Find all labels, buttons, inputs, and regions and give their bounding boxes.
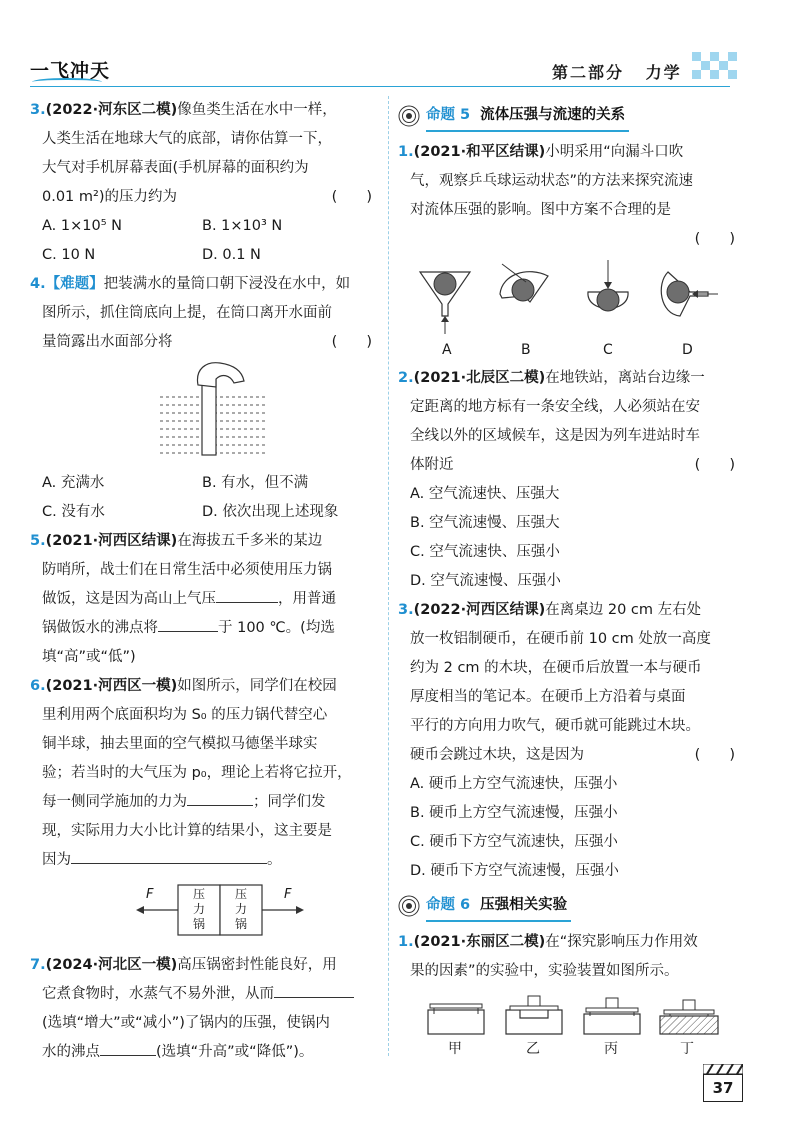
q6-line-2: 里利用两个底面积均为 S₀ 的压力锅代替空心 — [42, 707, 328, 723]
funnel-d — [661, 272, 718, 316]
question-7 — [30, 951, 380, 1067]
q3-option-c: C. 10 N — [42, 247, 96, 263]
q6-figure-pressure-cookers — [30, 875, 380, 945]
subject-label: 力学 — [645, 63, 682, 82]
r3-source: (2022·河西区结课) — [413, 602, 546, 618]
q7-line-1: 高压锅密封性能良好，用 — [177, 957, 337, 973]
header-rule — [30, 86, 730, 87]
question-6 — [30, 672, 380, 945]
brand-text: 一飞冲天 — [30, 60, 111, 82]
q3-line-1: 像鱼类生活在水中一样， — [177, 102, 337, 118]
apparatus-ding — [660, 1000, 718, 1034]
r3-option-c: C. 硬币下方空气流速快，压强小 — [410, 834, 618, 850]
q3-option-a: A. 1×10⁵ N — [42, 218, 122, 234]
q6-force-right: F — [284, 887, 292, 902]
q7-blank-2[interactable] — [100, 1039, 156, 1056]
q6-blank-1[interactable] — [187, 789, 253, 806]
r1-line-2: 气，观察乒乓球运动状态”的方法来探究流速 — [410, 173, 694, 189]
brand-swoosh — [32, 78, 102, 86]
left-column — [30, 96, 380, 1067]
r3-option-d: D. 硬币下方空气流速慢，压强小 — [410, 863, 619, 879]
funnel-b — [500, 264, 548, 302]
r4-fig-label-jia: 甲 — [448, 1041, 462, 1057]
q7-number: 7. — [30, 957, 46, 973]
q5-blank-1[interactable] — [216, 586, 278, 603]
r4-fig-label-bing: 丙 — [604, 1041, 618, 1057]
r-question-2 — [398, 364, 743, 596]
q6-source: (2021·河西区一模) — [45, 678, 178, 694]
r3-line-4: 厚度相当的笔记本。在硬币上方沿着与桌面 — [410, 689, 686, 705]
r2-line-2: 定距离的地方标有一条安全线，人必须站在安 — [410, 399, 700, 415]
q3-line-2: 人类生活在地球大气的底部，请你估算一下， — [42, 131, 332, 147]
q7-blank-1[interactable] — [274, 981, 354, 998]
topic-6-heading — [398, 890, 743, 922]
r3-option-b: B. 硬币上方空气流速慢，压强小 — [410, 805, 618, 821]
q4-option-a: A. 充满水 — [42, 475, 105, 491]
q3-option-b: B. 1×10³ N — [202, 218, 283, 234]
r4-fig-label-yi: 乙 — [526, 1041, 540, 1057]
brand-logo — [30, 56, 110, 83]
q6-line-1: 如图所示，同学们在校园 — [177, 678, 337, 694]
apparatus-bing — [584, 998, 640, 1034]
r-question-1 — [398, 138, 743, 364]
r2-answer-paren: ( ) — [694, 457, 735, 473]
q5-blank-2[interactable] — [158, 615, 218, 632]
r1-funnels-drawing — [398, 254, 743, 340]
q4-line-2: 图所示，抓住筒底向上提，在筒口离开水面前 — [42, 305, 332, 321]
r2-line-1: 在地铁站，离站台边缘一 — [545, 370, 705, 386]
q3-answer-paren: ( ) — [331, 189, 372, 205]
q6-line-7b: 。 — [267, 852, 282, 868]
r1-answer-paren: ( ) — [694, 231, 735, 247]
r1-source: (2021·和平区结课) — [413, 144, 546, 160]
q4-line-3: 量筒露出水面部分将 — [42, 334, 173, 350]
q3-number: 3. — [30, 102, 46, 118]
q6-line-5a: 每一侧同学施加的力为 — [42, 794, 187, 810]
r3-line-5: 平行的方向用力吹气，硬币就可能跳过木块。 — [410, 718, 700, 734]
topic-5-title: 流体压强与流速的关系 — [480, 107, 626, 123]
section-title — [552, 60, 682, 83]
r4-number: 1. — [398, 934, 414, 950]
apparatus-jia — [428, 1004, 484, 1034]
header-decoration — [690, 50, 742, 86]
q6-line-6: 现，实际用力大小比计算的结果小，这主要是 — [42, 823, 332, 839]
r4-line-1: 在“探究影响压力作用效 — [545, 934, 698, 950]
r2-option-c: C. 空气流速快、压强小 — [410, 544, 560, 560]
r1-line-3: 对流体压强的影响。图中方案不合理的是 — [410, 202, 671, 218]
target-icon — [398, 105, 420, 127]
r2-option-b: B. 空气流速慢、压强大 — [410, 515, 560, 531]
q5-source: (2021·河西区结课) — [45, 533, 178, 549]
r1-number: 1. — [398, 144, 414, 160]
q3-source: (2022·河东区二模) — [45, 102, 178, 118]
r-question-3 — [398, 596, 743, 886]
r2-option-a: A. 空气流速快、压强大 — [410, 486, 560, 502]
q5-line-5: 填“高”或“低”) — [42, 649, 136, 665]
r4-figure-apparatus — [398, 986, 743, 1056]
r2-number: 2. — [398, 370, 414, 386]
target-icon — [398, 895, 420, 917]
funnel-a — [420, 272, 470, 334]
r2-option-d: D. 空气流速慢、压强小 — [410, 573, 561, 589]
r3-line-6: 硬币会跳过木块，这是因为 — [410, 747, 584, 763]
q5-line-3b: ，用普通 — [278, 591, 336, 607]
q7-source: (2024·河北区一模) — [45, 957, 178, 973]
topic-6-title: 压强相关实验 — [480, 897, 568, 913]
r1-fig-label-d: D — [682, 342, 693, 358]
q6-pot-label-left: 压力锅 — [193, 887, 206, 931]
q6-pot-label-right: 压力锅 — [235, 887, 248, 931]
q3-line-3: 大气对手机屏幕表面(手机屏幕的面积约为 — [42, 160, 309, 176]
r2-line-4: 体附近 — [410, 457, 454, 473]
right-column — [398, 96, 743, 1056]
q6-line-7a: 因为 — [42, 852, 71, 868]
section-label: 第二部分 — [552, 63, 625, 82]
r4-apparatus-drawing — [398, 986, 743, 1038]
r1-fig-label-c: C — [603, 342, 613, 358]
q5-line-2: 防哨所，战士们在日常生活中必须使用压力锅 — [42, 562, 332, 578]
q4-option-b: B. 有水，但不满 — [202, 475, 309, 491]
q5-line-3a: 做饭，这是因为高山上气压 — [42, 591, 216, 607]
question-4 — [30, 270, 380, 527]
question-5 — [30, 527, 380, 672]
q7-line-4a: 水的沸点 — [42, 1044, 100, 1060]
q4-answer-paren: ( ) — [331, 334, 372, 350]
q6-line-4: 验；若当时的大气压为 p₀，理论上若将它拉开， — [42, 765, 352, 781]
r1-fig-label-a: A — [442, 342, 452, 358]
q6-number: 6. — [30, 678, 46, 694]
q3-option-d: D. 0.1 N — [202, 247, 261, 263]
r3-line-1: 在离桌边 20 cm 左右处 — [545, 602, 702, 618]
q7-line-4b: (选填“升高”或“降低”)。 — [156, 1044, 314, 1060]
r4-line-2: 果的因素”的实验中，实验装置如图所示。 — [410, 963, 679, 979]
q5-line-4a: 锅做饭水的沸点将 — [42, 620, 158, 636]
column-divider — [388, 96, 389, 1056]
r4-fig-label-ding: 丁 — [680, 1041, 694, 1057]
topic-6-label: 命题 6 — [426, 897, 471, 913]
r3-option-a: A. 硬币上方空气流速快，压强小 — [410, 776, 618, 792]
r2-source: (2021·北辰区二模) — [413, 370, 546, 386]
q7-line-2a: 它煮食物时，水蒸气不易外泄，从而 — [42, 986, 274, 1002]
r4-source: (2021·东丽区二模) — [413, 934, 546, 950]
q4-option-c: C. 没有水 — [42, 504, 105, 520]
q4-number: 4. — [30, 276, 46, 292]
question-3 — [30, 96, 380, 270]
r3-number: 3. — [398, 602, 414, 618]
q3-line-4: 0.01 m²)的压力约为 — [42, 189, 177, 205]
r3-line-2: 放一枚铝制硬币，在硬币前 10 cm 处放一高度 — [410, 631, 711, 647]
r3-line-3: 约为 2 cm 的木块，在硬币后放置一本与硬币 — [410, 660, 702, 676]
q6-force-left: F — [146, 887, 154, 902]
r1-fig-label-b: B — [521, 342, 531, 358]
q6-line-3: 铜半球，抽去里面的空气模拟马德堡半球实 — [42, 736, 318, 752]
topic-5-label: 命题 5 — [426, 107, 471, 123]
q4-difficulty-tag: 【难题】 — [45, 276, 104, 292]
r1-figure-funnels — [398, 254, 743, 364]
topic-5-heading — [398, 100, 743, 132]
q4-figure-cylinder-in-water — [30, 357, 380, 465]
q5-line-1: 在海拔五千多米的某边 — [177, 533, 323, 549]
q6-blank-2[interactable] — [71, 847, 267, 864]
r-question-4 — [398, 928, 743, 1056]
q7-line-3: (选填“增大”或“减小”)了锅内的压强，使锅内 — [42, 1015, 330, 1031]
page-number: 37 — [703, 1074, 743, 1102]
q5-number: 5. — [30, 533, 46, 549]
r2-line-3: 全线以外的区域候车，这是因为列车进站时车 — [410, 428, 700, 444]
page-number-stripes — [703, 1064, 743, 1074]
q4-option-d: D. 依次出现上述现象 — [202, 504, 339, 520]
r3-answer-paren: ( ) — [694, 747, 735, 763]
r1-line-1: 小明采用“向漏斗口吹 — [545, 144, 684, 160]
funnel-c — [588, 260, 628, 311]
q4-line-1: 把装满水的量筒口朝下浸没在水中，如 — [103, 276, 351, 292]
apparatus-yi — [506, 996, 562, 1034]
q5-line-4b: 于 100 ℃。(均选 — [218, 620, 335, 636]
q6-line-5b: ；同学们发 — [253, 794, 326, 810]
